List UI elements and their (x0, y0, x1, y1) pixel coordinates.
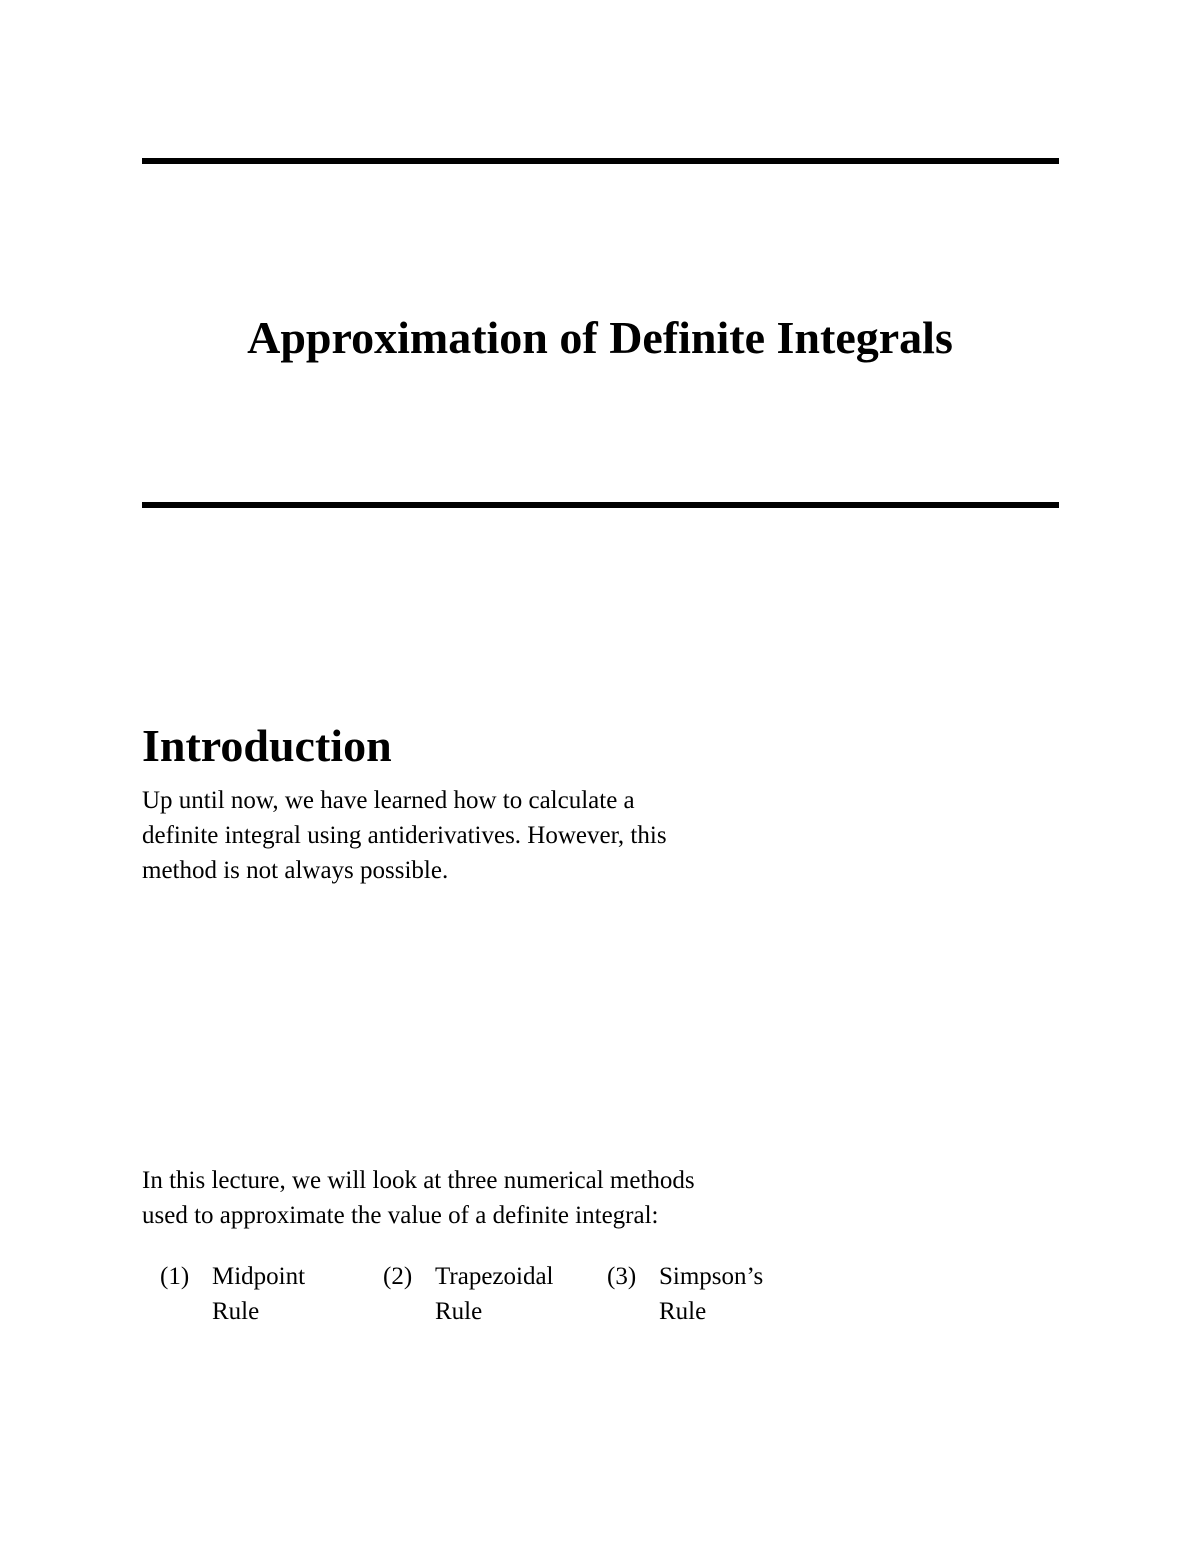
paragraph-line: used to approximate the value of a definite integral: (142, 1202, 659, 1229)
lecture-paragraph (142, 1163, 695, 1233)
method-name-line: Simpson’s (659, 1263, 764, 1290)
method-name-line: Rule (659, 1298, 707, 1325)
method-name-line: Rule (435, 1298, 483, 1325)
method-number: (2) (383, 1263, 413, 1290)
paragraph-line: definite integral using antiderivatives. However, this (142, 822, 667, 849)
introduction-paragraph (142, 783, 667, 888)
method-name (435, 1259, 585, 1329)
paragraph-line: method is not always possible. (142, 857, 449, 884)
method-name (659, 1259, 809, 1329)
method-number: (3) (607, 1263, 637, 1290)
method-name (212, 1259, 362, 1329)
paragraph-line: In this lecture, we will look at three numerical methods (142, 1167, 695, 1194)
method-number: (1) (160, 1263, 190, 1290)
introduction-heading: Introduction (142, 720, 392, 771)
document-title: Approximation of Definite Integrals (247, 312, 953, 363)
title-top-rule (142, 158, 1059, 164)
methods-list (0, 1259, 1200, 1339)
method-name-line: Trapezoidal (435, 1263, 554, 1290)
paragraph-line: Up until now, we have learned how to calculate a (142, 787, 635, 814)
title-bottom-rule (142, 502, 1059, 508)
method-name-line: Rule (212, 1298, 260, 1325)
method-name-line: Midpoint (212, 1263, 306, 1290)
